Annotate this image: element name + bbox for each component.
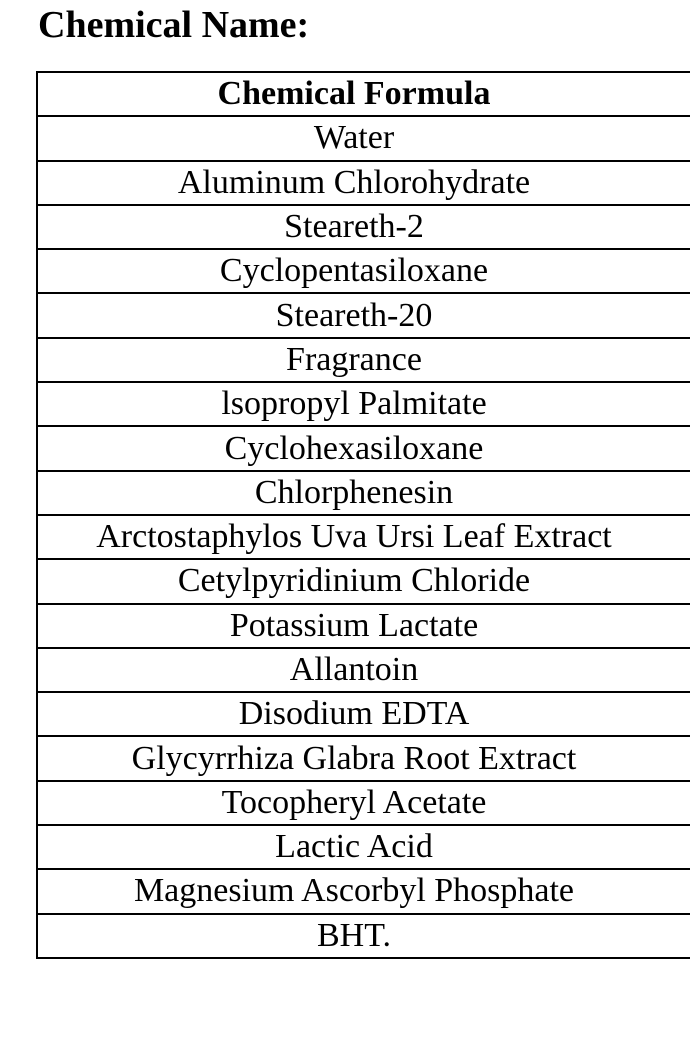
table-row: [37, 382, 690, 426]
table-cell: Lactic Acid: [37, 825, 690, 869]
table-row: [37, 515, 690, 559]
table-row: [37, 161, 690, 205]
table-row: [37, 338, 690, 382]
table-cell: lsopropyl Palmitate: [37, 382, 690, 426]
table-cell: Cyclohexasiloxane: [37, 426, 690, 470]
table-cell: Potassium Lactate: [37, 604, 690, 648]
table-cell: Allantoin: [37, 648, 690, 692]
table-cell: Aluminum Chlorohydrate: [37, 161, 690, 205]
table-cell: Arctostaphylos Uva Ursi Leaf Extract: [37, 515, 690, 559]
page-title: Chemical Name:: [38, 4, 310, 46]
table-row: [37, 559, 690, 603]
table-row: [37, 781, 690, 825]
table-cell: Tocopheryl Acetate: [37, 781, 690, 825]
table-row: [37, 648, 690, 692]
table-cell: Magnesium Ascorbyl Phosphate: [37, 869, 690, 913]
table-cell: BHT.: [37, 914, 690, 958]
table-cell: Steareth-2: [37, 205, 690, 249]
table-row: [37, 736, 690, 780]
table-row: [37, 825, 690, 869]
table-cell: Cetylpyridinium Chloride: [37, 559, 690, 603]
table-cell: Chlorphenesin: [37, 471, 690, 515]
column-header-chemical-formula: Chemical Formula: [37, 72, 690, 116]
table-cell: Cyclopentasiloxane: [37, 249, 690, 293]
table-row: [37, 426, 690, 470]
table-cell: Water: [37, 116, 690, 160]
table-cell: Fragrance: [37, 338, 690, 382]
table-row: [37, 293, 690, 337]
table-row: [37, 249, 690, 293]
table-row: [37, 914, 690, 958]
table-row: [37, 604, 690, 648]
table-row: [37, 471, 690, 515]
table-cell: Steareth-20: [37, 293, 690, 337]
table-row: [37, 116, 690, 160]
chemical-formula-table: [36, 71, 690, 959]
table-row: [37, 692, 690, 736]
table-row: [37, 205, 690, 249]
table-cell: Disodium EDTA: [37, 692, 690, 736]
table-header-row: [37, 72, 690, 116]
table-row: [37, 869, 690, 913]
table-cell: Glycyrrhiza Glabra Root Extract: [37, 736, 690, 780]
